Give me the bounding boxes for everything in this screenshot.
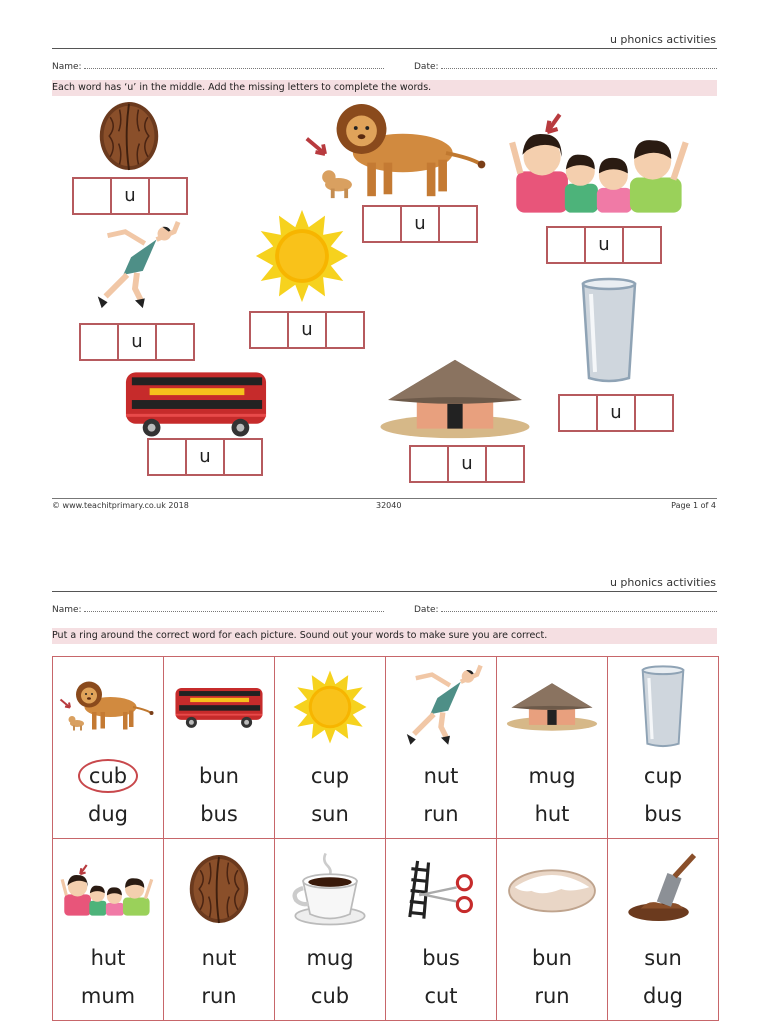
bun-picture — [504, 861, 600, 917]
sun-picture — [292, 669, 368, 745]
grid-cell-dug — [608, 839, 719, 1021]
word-option[interactable]: mug — [528, 764, 576, 788]
word-option[interactable]: bus — [644, 802, 682, 826]
word-option[interactable]: nut — [201, 946, 237, 970]
lion-cub-picture — [302, 100, 494, 206]
word-option[interactable]: bun — [199, 764, 239, 788]
nut-picture — [186, 851, 252, 927]
letter-box-first[interactable] — [560, 396, 598, 430]
word-choice-grid — [52, 656, 719, 1021]
dug-picture — [623, 853, 703, 925]
letter-box-first[interactable] — [74, 179, 112, 213]
letter-box-middle: u — [449, 447, 487, 481]
cup-picture — [638, 664, 688, 750]
footer-code: 32040 — [376, 501, 402, 510]
letter-box-first[interactable] — [364, 207, 402, 241]
grid-cell-mum — [53, 839, 164, 1021]
page1-instruction — [52, 80, 717, 96]
word-option[interactable]: bun — [532, 946, 572, 970]
name-line[interactable] — [84, 603, 384, 612]
page2-header-title: u phonics activities — [609, 576, 716, 589]
lion-cub-picture — [58, 678, 158, 736]
word-option[interactable]: cup — [643, 764, 683, 788]
letter-box-middle: u — [112, 179, 150, 213]
word-option[interactable]: cut — [424, 984, 458, 1008]
word-option[interactable]: run — [201, 984, 237, 1008]
letter-box-last[interactable] — [487, 447, 523, 481]
word-option[interactable]: bus — [422, 946, 460, 970]
letter-box-middle: u — [119, 325, 157, 359]
word-boxes-run — [79, 323, 195, 361]
letter-box-last[interactable] — [624, 228, 660, 262]
word-option[interactable]: bus — [200, 802, 238, 826]
letter-box-middle: u — [289, 313, 327, 347]
word-option[interactable]: mug — [306, 946, 354, 970]
letter-box-last[interactable] — [636, 396, 672, 430]
page1-name-field[interactable] — [52, 60, 384, 72]
mum-picture — [60, 859, 156, 919]
word-option[interactable]: cub — [310, 984, 350, 1008]
word-option[interactable]: sun — [644, 946, 682, 970]
grid-cell-nut — [164, 839, 275, 1021]
word-boxes-cup — [558, 394, 674, 432]
cup-picture — [578, 276, 640, 386]
mug-picture — [291, 850, 369, 928]
grid-row — [53, 657, 719, 839]
word-option[interactable]: dug — [643, 984, 683, 1008]
instruction-text: Put a ring around the correct word for each picture. Sound out your words to make sure you are correct. — [52, 630, 548, 641]
sun-picture — [254, 208, 350, 304]
word-option[interactable]: hut — [534, 802, 570, 826]
letter-box-last[interactable] — [225, 440, 261, 474]
letter-box-last[interactable] — [157, 325, 193, 359]
grid-cell-cut — [386, 839, 497, 1021]
page1-header-title: u phonics activities — [609, 33, 716, 46]
date-label: Date: — [414, 62, 439, 72]
date-label: Date: — [414, 605, 439, 615]
nut-picture — [96, 98, 162, 174]
letter-box-first[interactable] — [81, 325, 119, 359]
word-boxes-mum — [546, 226, 662, 264]
word-option[interactable]: mum — [80, 984, 136, 1008]
word-boxes-nut — [72, 177, 188, 215]
footer-page-number: Page 1 of 4 — [671, 501, 716, 510]
letter-box-last[interactable] — [150, 179, 186, 213]
letter-box-first[interactable] — [251, 313, 289, 347]
grid-cell-bun — [497, 839, 608, 1021]
bus-picture — [173, 685, 265, 729]
page2-name-field[interactable] — [52, 603, 384, 615]
name-label: Name: — [52, 605, 82, 615]
letter-box-first[interactable] — [149, 440, 187, 474]
grid-cell-run — [386, 657, 497, 839]
letter-box-middle: u — [586, 228, 624, 262]
letter-box-middle: u — [402, 207, 440, 241]
name-line[interactable] — [84, 60, 384, 69]
grid-row — [53, 839, 719, 1021]
letter-box-first[interactable] — [548, 228, 586, 262]
date-line[interactable] — [441, 603, 717, 612]
word-option[interactable]: cup — [310, 764, 350, 788]
page2-instruction — [52, 628, 717, 644]
page2-header-rule — [52, 591, 717, 592]
grid-cell-hut — [497, 657, 608, 839]
word-boxes-bus — [147, 438, 263, 476]
grid-cell-bus — [164, 657, 275, 839]
run-picture — [396, 662, 486, 752]
word-boxes-sun — [249, 311, 365, 349]
word-boxes-lion-cub — [362, 205, 478, 243]
word-option[interactable]: dug — [88, 802, 128, 826]
grid-cell-cup — [608, 657, 719, 839]
grid-cell-sun — [275, 657, 386, 839]
cut-picture — [402, 857, 480, 921]
date-line[interactable] — [441, 60, 717, 69]
instruction-text: Each word has ‘u’ in the middle. Add the missing letters to complete the words. — [52, 82, 432, 93]
word-option-ringed[interactable]: cub — [78, 759, 138, 793]
name-label: Name: — [52, 62, 82, 72]
word-option[interactable]: run — [534, 984, 570, 1008]
hut-picture — [374, 356, 536, 442]
bus-picture — [122, 368, 270, 438]
page1-footer-rule — [52, 498, 717, 499]
grid-cell-lion-cub — [53, 657, 164, 839]
word-option[interactable]: nut — [423, 764, 459, 788]
letter-box-last[interactable] — [327, 313, 363, 347]
page2-date-field[interactable] — [414, 603, 717, 615]
letter-box-last[interactable] — [440, 207, 476, 241]
word-option[interactable]: run — [423, 802, 459, 826]
grid-cell-mug — [275, 839, 386, 1021]
footer-copyright: © www.teachitprimary.co.uk 2018 — [52, 501, 189, 510]
page1-header-rule — [52, 48, 717, 49]
letter-box-middle: u — [598, 396, 636, 430]
run-picture — [86, 218, 184, 316]
letter-box-first[interactable] — [411, 447, 449, 481]
word-option[interactable]: hut — [90, 946, 126, 970]
word-boxes-hut — [409, 445, 525, 483]
word-option[interactable]: sun — [311, 802, 349, 826]
page1-date-field[interactable] — [414, 60, 717, 72]
mum-picture — [508, 102, 694, 220]
letter-box-middle: u — [187, 440, 225, 474]
hut-picture — [504, 681, 600, 733]
